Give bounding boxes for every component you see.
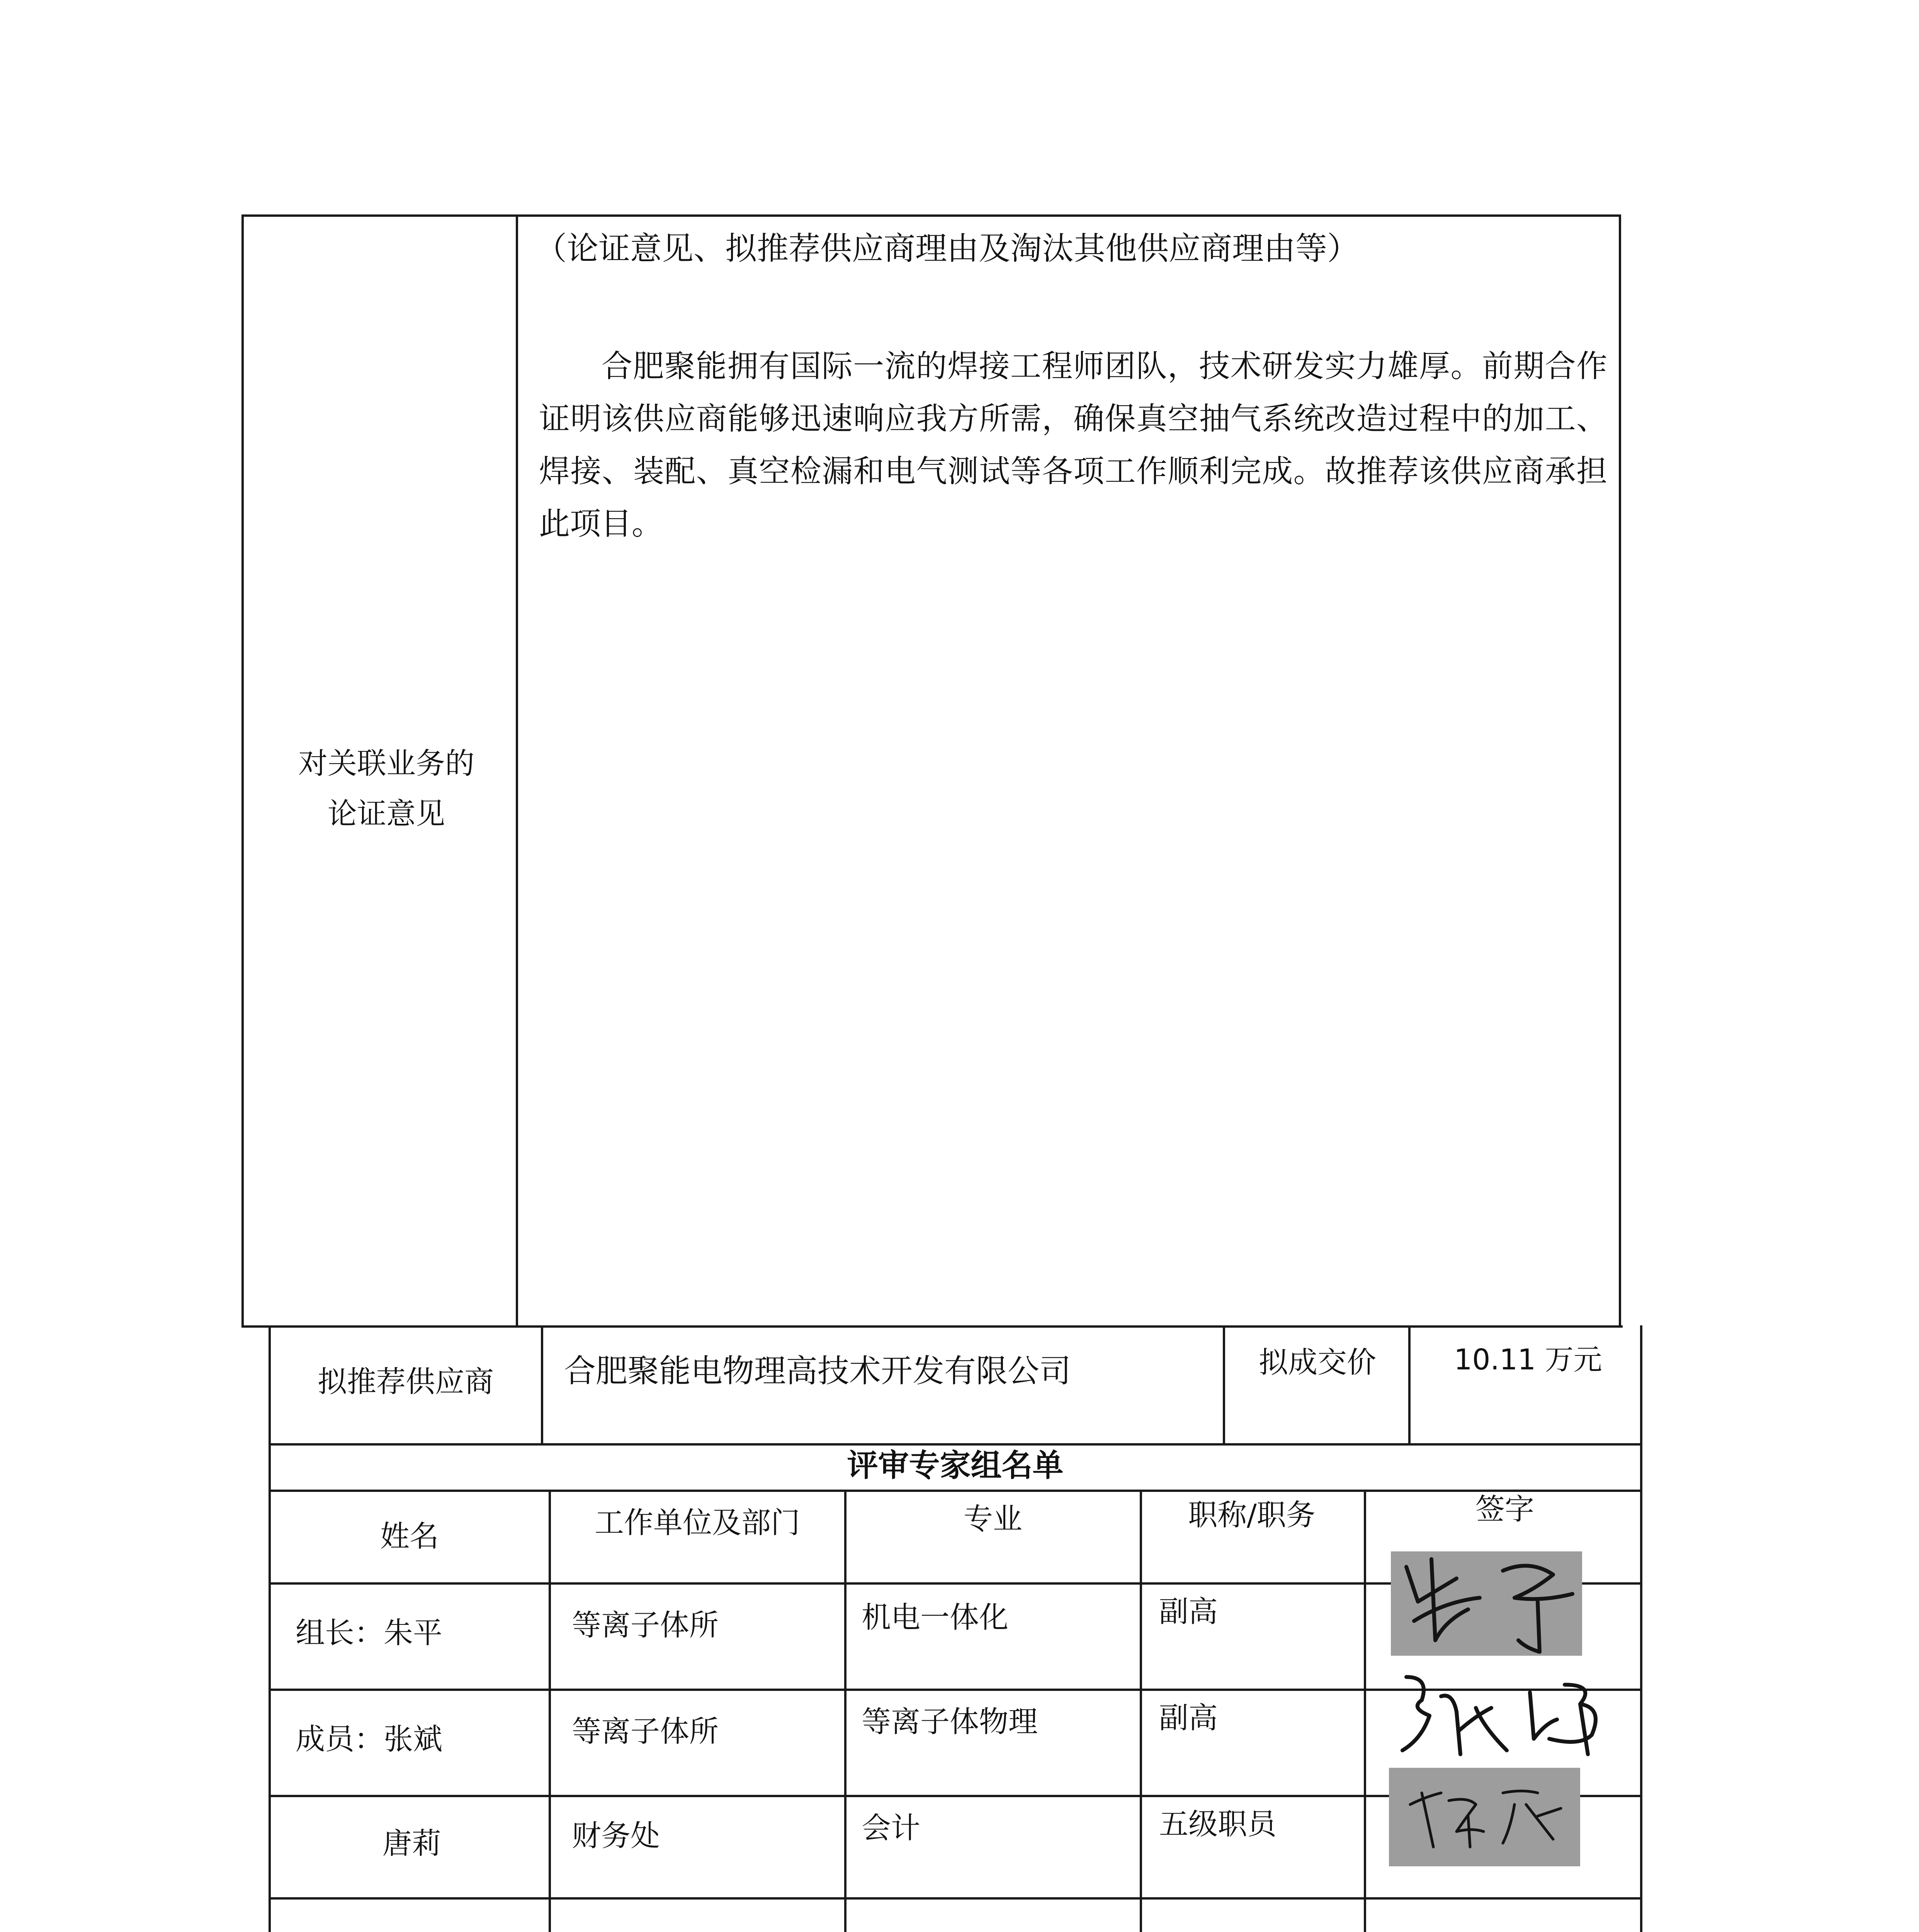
rule-row3-bottom [269, 1897, 1642, 1900]
header-major: 专业 [964, 1502, 1022, 1536]
rule-right-2 [1640, 1325, 1642, 1932]
row2-unit: 等离子体所 [572, 1714, 719, 1748]
demonstration-label-line1: 对关联业务的 [298, 746, 474, 781]
row1-title: 副高 [1159, 1594, 1218, 1629]
rule-left-1 [241, 214, 244, 1327]
rule-supplier-bottom [269, 1443, 1642, 1446]
price-value: 10.11 万元 [1454, 1343, 1602, 1376]
signature-row2 [1364, 1662, 1627, 1785]
rule-supplier-1 [541, 1325, 543, 1445]
rule-right-1 [1619, 214, 1621, 1327]
rule-top [241, 214, 1621, 217]
rule-label-divider-1 [516, 214, 518, 1327]
row1-major: 机电一体化 [862, 1600, 1008, 1634]
price-label: 拟成交价 [1259, 1345, 1376, 1379]
rule-left-2 [269, 1325, 271, 1932]
row3-title: 五级职员 [1159, 1807, 1277, 1841]
supplier-name: 合肥聚能电物理高技术开发有限公司 [564, 1353, 1071, 1389]
row1-name: 组长：朱平 [296, 1616, 442, 1650]
header-title: 职称/职务 [1188, 1498, 1316, 1532]
rule-sec1-bottom [241, 1325, 1623, 1328]
rule-col-1 [549, 1490, 551, 1932]
row2-name: 成员：张斌 [296, 1722, 442, 1756]
header-signature: 签字 [1475, 1492, 1534, 1526]
expert-panel-title: 评审专家组名单 [847, 1447, 1064, 1483]
rule-col-2 [844, 1490, 846, 1932]
rule-supplier-3 [1408, 1325, 1411, 1445]
row3-name: 唐莉 [382, 1826, 441, 1861]
header-unit: 工作单位及部门 [595, 1505, 800, 1540]
row3-major: 会计 [862, 1811, 920, 1845]
row2-title: 副高 [1159, 1701, 1218, 1735]
row3-unit: 财务处 [572, 1818, 660, 1853]
header-name: 姓名 [380, 1519, 439, 1553]
signature-row1 [1391, 1544, 1592, 1667]
rule-col-3 [1140, 1490, 1142, 1932]
rule-supplier-2 [1223, 1325, 1225, 1445]
supplier-label: 拟推荐供应商 [318, 1364, 494, 1399]
row2-major: 等离子体物理 [862, 1704, 1038, 1739]
demonstration-opinion-text: 合肥聚能拥有国际一流的焊接工程师团队，技术研发实力雄厚。前期合作证明该供应商能够迅速响应我方所需，确保真空抽气系统改造过程中的加工、焊接、装配、真空检漏和电气测试等各项工作顺利完成。故推荐该供应商承担此项目。 [539, 348, 1607, 542]
row1-unit: 等离子体所 [572, 1608, 719, 1642]
demonstration-label-line2: 论证意见 [328, 796, 445, 831]
demonstration-instruction: （论证意见、拟推荐供应商理由及淘汰其他供应商理由等） [535, 230, 1359, 267]
signature-row3 [1391, 1770, 1584, 1866]
